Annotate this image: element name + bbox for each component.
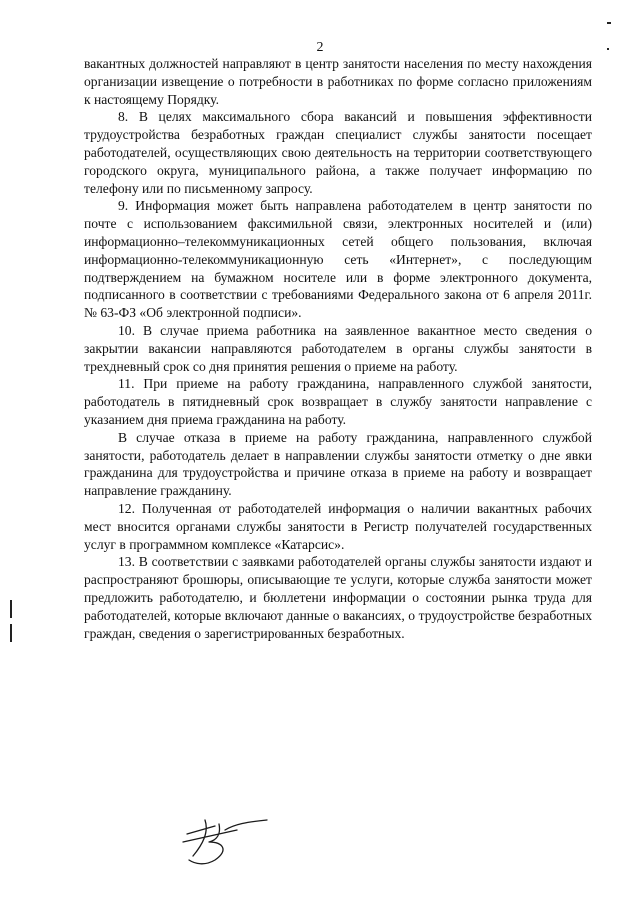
paragraph-11: 11. При приеме на работу гражданина, направленного службой занятости, работодатель в пятидневный срок возвращает в службу занятости направление с указанием дня приема гражданина на работу. <box>84 376 592 427</box>
scan-artifact <box>10 624 12 642</box>
paragraph-9: 9. Информация может быть направлена работодателем в центр занятости по почте с использованием факсимильной связи, электронных носителей и (или) информационно–телекоммуникационных сетей общего пользования, включая информационно-телекоммуникационную сеть «Интернет», с последующим подтверждением на бумажном носителе или в форме электронного документа, подписанного в соответствии с требованиями Федерального закона от 6 апреля 2011г. № 63-ФЗ «Об электронной подписи». <box>84 198 592 321</box>
scan-artifact <box>607 48 609 50</box>
document-body <box>84 55 592 642</box>
scan-artifact <box>607 22 611 24</box>
paragraph-11-refusal: В случае отказа в приеме на работу гражданина, направленного службой занятости, работодатель делает в направлении службы занятости отметку о дне явки гражданина для трудоустройства и причине отказа в приеме на работу и возвращает направление гражданину. <box>84 429 592 499</box>
paragraph-13: 13. В соответствии с заявками работодателей органы службы занятости издают и распространяют брошюры, описывающие те услуги, которые служба занятости может предложить работодателю, и бюллетени информации о состоянии рынка труда для работодателей, которые включают данные о вакансиях, о трудоустройстве безработных граждан, сведения о зарегистрированных безработных. <box>84 554 592 641</box>
paragraph-10: 10. В случае приема работника на заявленное вакантное место сведения о закрытии вакансии направляются работодателем в органы службы занятости в трехдневный срок со дня принятия решения о приеме на работу. <box>84 322 592 374</box>
scan-artifact <box>10 600 12 618</box>
paragraph-continuation: вакантных должностей направляют в центр занятости населения по месту нахождения организации извещение о потребности в работниках по форме согласно приложениям к настоящему Порядку. <box>84 56 592 107</box>
paragraph-8: 8. В целях максимального сбора вакансий и повышения эффективности трудоустройства безработных граждан специалист службы занятости посещает работодателей, осуществляющих свою деятельность на территории соответствующего городского округа, муниципального района, а также получает информацию по телефону или по письменному запросу. <box>84 109 592 196</box>
paragraph-12: 12. Полученная от работодателей информация о наличии вакантных рабочих мест вносится органами службы занятости в Регистр получателей государственных услуг в программном комплексе «Катарсис». <box>84 500 592 552</box>
page-number: 2 <box>316 40 324 55</box>
handwritten-signature <box>175 812 275 872</box>
